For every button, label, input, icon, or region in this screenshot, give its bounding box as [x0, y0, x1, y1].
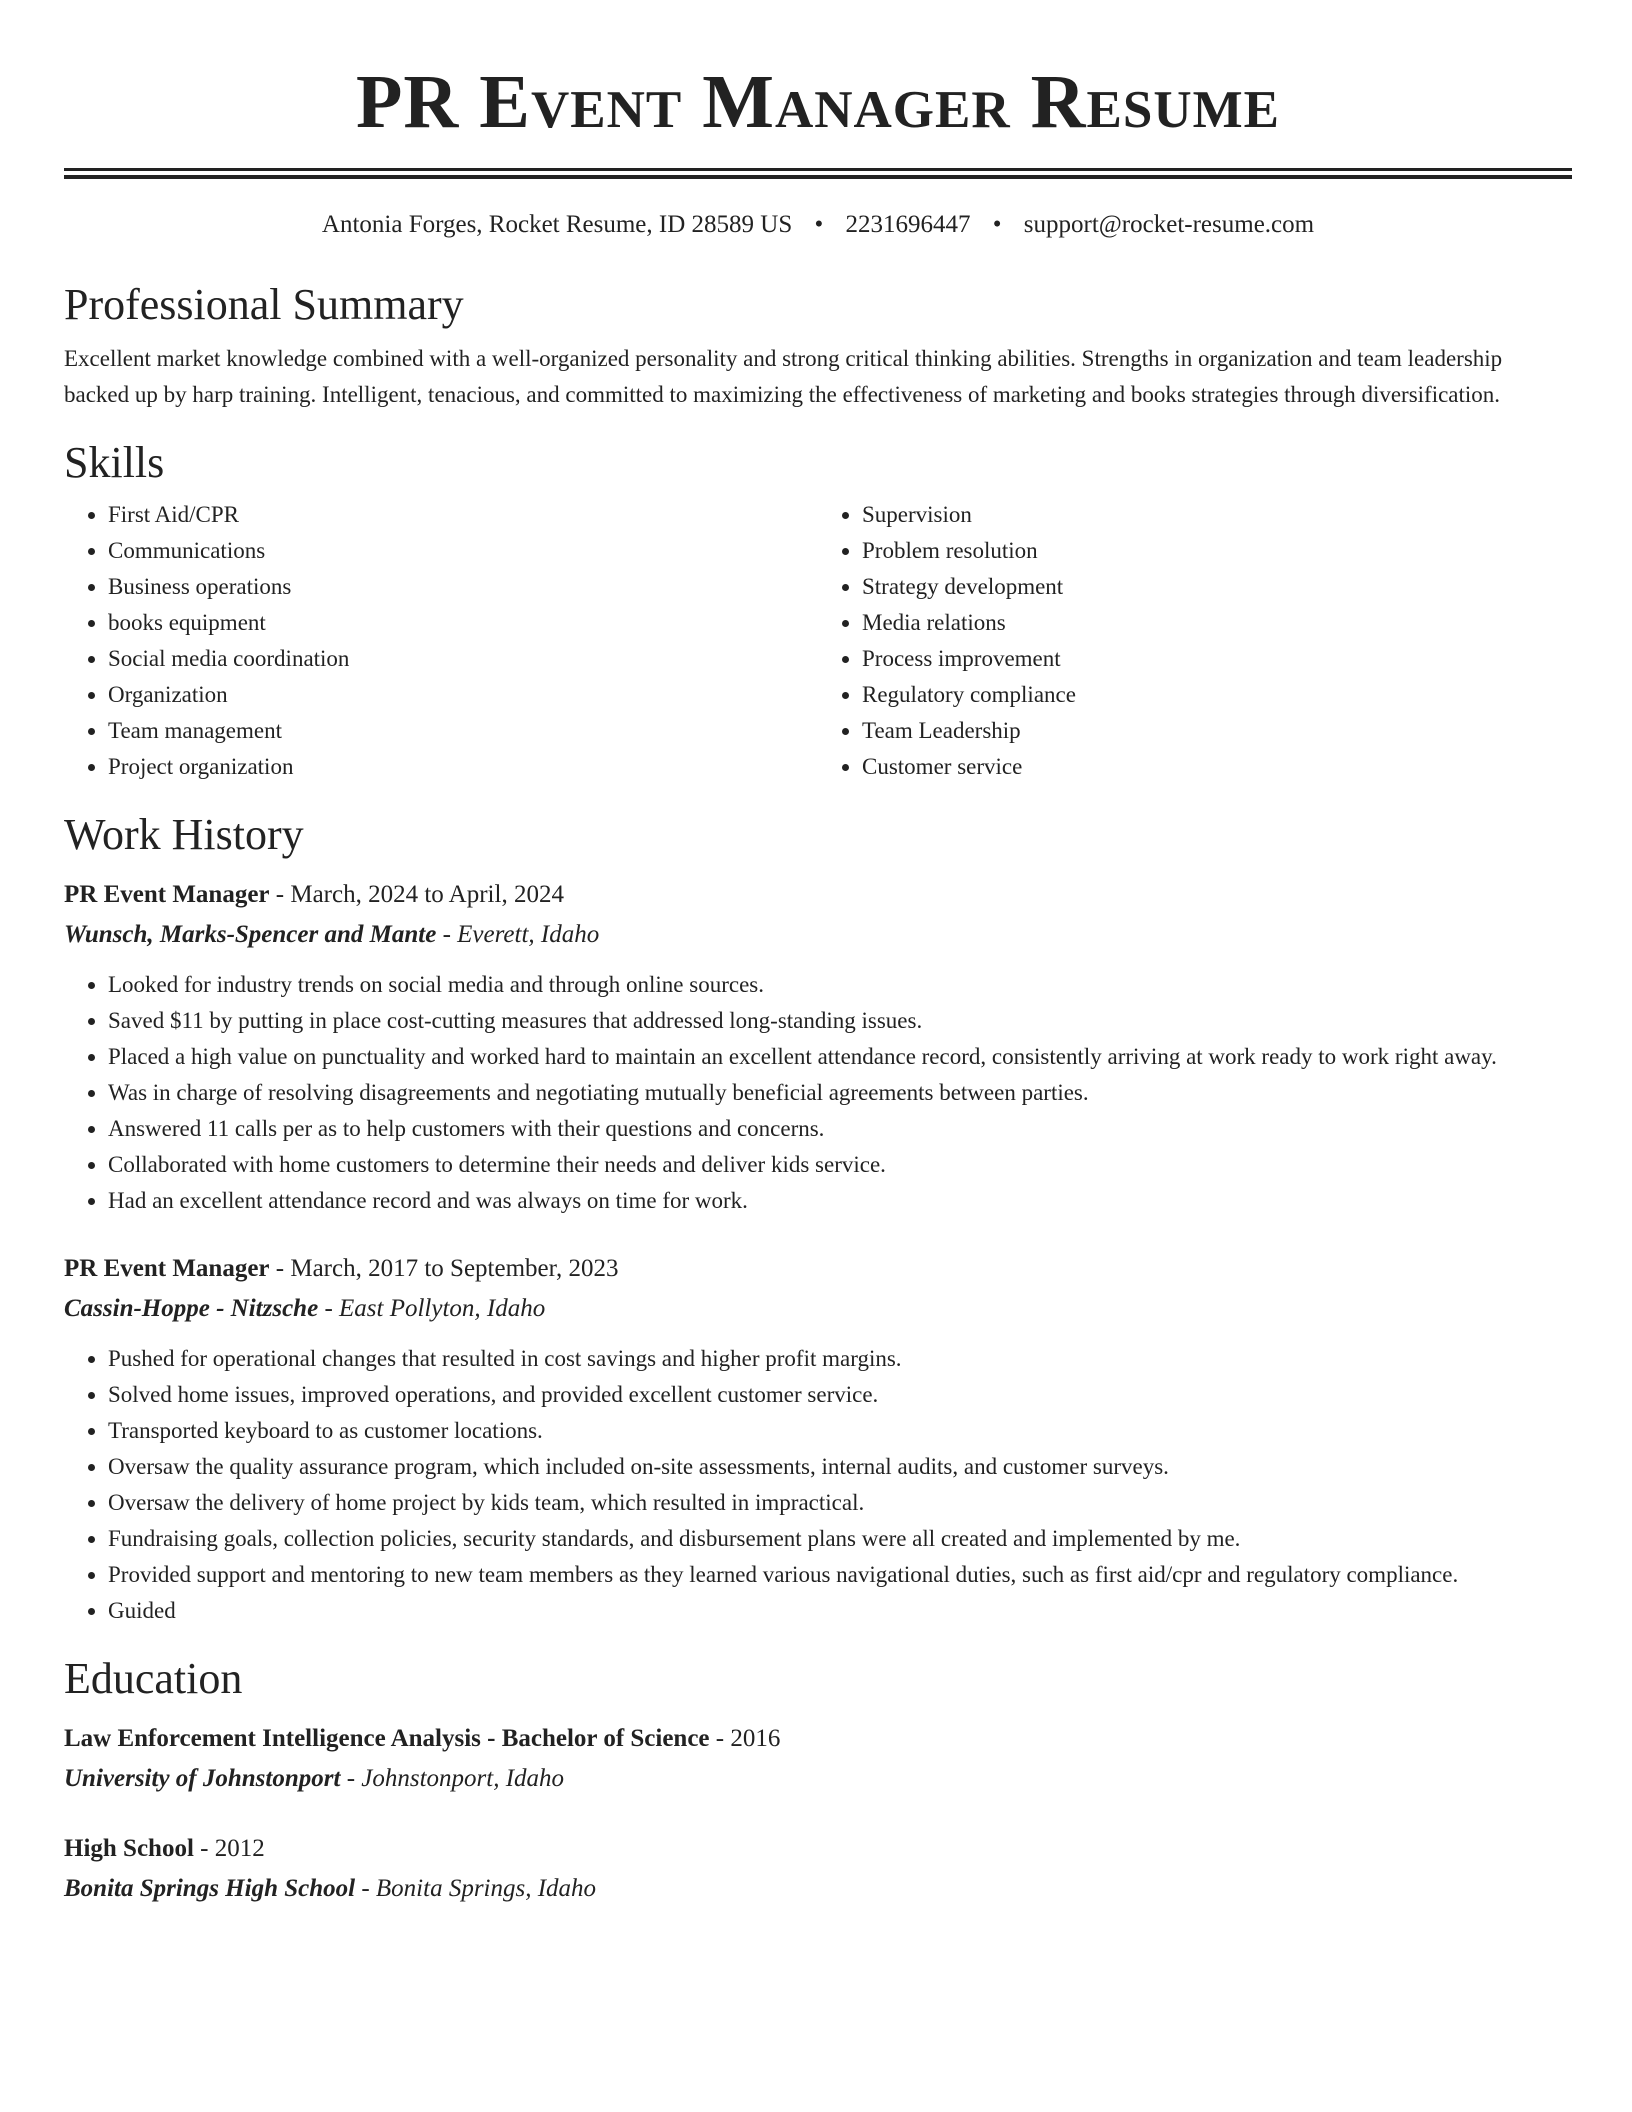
- education-entry: [64, 1829, 1572, 1909]
- job-duty: • Was in charge of resolving disagreements and negotiating mutually beneficial agreements between parties.: [108, 1075, 1572, 1111]
- job-dates: - March, 2017 to September, 2023: [269, 1255, 619, 1282]
- skill-item: • Business operations: [108, 569, 818, 605]
- job-duty: • Collaborated with home customers to determine their needs and deliver kids service.: [108, 1147, 1572, 1183]
- resume-content: [64, 0, 1572, 1909]
- job-location: - Everett, Idaho: [436, 921, 600, 948]
- job-duties: [64, 967, 1572, 1219]
- summary-text: Excellent market knowledge combined with a well-organized personality and strong critical thinking abilities. Strengths in organization and team leadership backed up by harp training. Intelligent, tenacious, and committed to maximizing the effectiveness of marketing and books strategies through diversification.: [64, 346, 1503, 407]
- skill-item: • books equipment: [108, 605, 818, 641]
- job-title: PR Event Manager: [64, 1255, 270, 1282]
- job-duty: • Fundraising goals, collection policies, security standards, and disbursement plans were all created and implemented by me.: [108, 1521, 1572, 1557]
- job-entry: [64, 875, 1572, 1219]
- education-location: - Bonita Springs, Idaho: [355, 1875, 597, 1902]
- skill-item: • Strategy development: [862, 569, 1572, 605]
- education-school: Bonita Springs High School: [64, 1875, 356, 1902]
- job-company: Cassin-Hoppe - Nitzsche: [64, 1295, 319, 1322]
- job-entry: [64, 1249, 1572, 1629]
- skills-column-left: [64, 497, 818, 785]
- contact-email[interactable]: support@rocket-resume.com: [1023, 211, 1315, 238]
- job-title-line: [64, 875, 1572, 915]
- job-title-line: [64, 1249, 1572, 1289]
- education-degree: High School: [64, 1835, 194, 1862]
- section-heading-work-history: Work History: [64, 810, 304, 859]
- skill-item: • Team Leadership: [862, 713, 1572, 749]
- education-location: - Johnstonport, Idaho: [340, 1765, 565, 1792]
- job-company-line: [64, 915, 1572, 955]
- skill-item: • Process improvement: [862, 641, 1572, 677]
- job-location: - East Pollyton, Idaho: [318, 1295, 546, 1322]
- skills-column-right: [818, 497, 1572, 785]
- skill-item: • Project organization: [108, 749, 818, 785]
- job-company-line: [64, 1289, 1572, 1329]
- skill-item: • Supervision: [862, 497, 1572, 533]
- contact-address: Antonia Forges, Rocket Resume, ID 28589 US: [321, 211, 793, 238]
- page-title: PR Event Manager Resume: [355, 60, 1281, 144]
- job-duty: • Placed a high value on punctuality and worked hard to maintain an excellent attendance record, consistently arriving at work ready to work right away.: [108, 1039, 1572, 1075]
- skill-item: • Customer service: [862, 749, 1572, 785]
- contact-separator: •: [814, 211, 824, 238]
- skills-list: [64, 497, 1572, 785]
- job-dates: - March, 2024 to April, 2024: [269, 881, 564, 908]
- section-heading-skills: Skills: [64, 438, 165, 487]
- job-duty: • Had an excellent attendance record and was always on time for work.: [108, 1183, 1572, 1219]
- education-degree-line: [64, 1829, 1572, 1869]
- education-year: - 2012: [193, 1835, 265, 1862]
- job-duties: [64, 1341, 1572, 1629]
- section-heading-summary: Professional Summary: [64, 280, 464, 329]
- job-duty: • Transported keyboard to as customer locations.: [108, 1413, 1572, 1449]
- job-title: PR Event Manager: [64, 881, 270, 908]
- education-entry: [64, 1719, 1572, 1799]
- skill-item: • Problem resolution: [862, 533, 1572, 569]
- job-duty: • Guided: [108, 1593, 1572, 1629]
- section-heading-education: Education: [64, 1654, 243, 1703]
- job-duty: • Oversaw the quality assurance program, which included on-site assessments, internal audits, and customer surveys.: [108, 1449, 1572, 1485]
- education-year: - 2016: [709, 1725, 781, 1752]
- skill-item: • Communications: [108, 533, 818, 569]
- skill-item: • Organization: [108, 677, 818, 713]
- skill-item: • Social media coordination: [108, 641, 818, 677]
- job-duty: • Oversaw the delivery of home project by kids team, which resulted in impractical.: [108, 1485, 1572, 1521]
- contact-phone[interactable]: 2231696447: [845, 211, 971, 238]
- job-duty: • Looked for industry trends on social media and through online sources.: [108, 967, 1572, 1003]
- job-duty: • Provided support and mentoring to new team members as they learned various navigational duties, such as first aid/cpr and regulatory compliance.: [108, 1557, 1572, 1593]
- skill-item: • Team management: [108, 713, 818, 749]
- job-duty: • Answered 11 calls per as to help customers with their questions and concerns.: [108, 1111, 1572, 1147]
- education-degree: Law Enforcement Intelligence Analysis - Bachelor of Science: [64, 1725, 710, 1752]
- job-duty: • Pushed for operational changes that resulted in cost savings and higher profit margins.: [108, 1341, 1572, 1377]
- job-company: Wunsch, Marks-Spencer and Mante: [64, 921, 437, 948]
- skill-item: • Regulatory compliance: [862, 677, 1572, 713]
- skill-item: • Media relations: [862, 605, 1572, 641]
- education-school: University of Johnstonport: [64, 1765, 341, 1792]
- education-degree-line: [64, 1719, 1572, 1759]
- contact-separator: •: [992, 211, 1002, 238]
- skill-item: • First Aid/CPR: [108, 497, 818, 533]
- contact-line: [64, 207, 1572, 243]
- job-duty: • Saved $11 by putting in place cost-cutting measures that addressed long-standing issues.: [108, 1003, 1572, 1039]
- education-school-line: [64, 1869, 1572, 1909]
- job-duty: • Solved home issues, improved operations, and provided excellent customer service.: [108, 1377, 1572, 1413]
- title-divider: [64, 168, 1572, 179]
- education-school-line: [64, 1759, 1572, 1799]
